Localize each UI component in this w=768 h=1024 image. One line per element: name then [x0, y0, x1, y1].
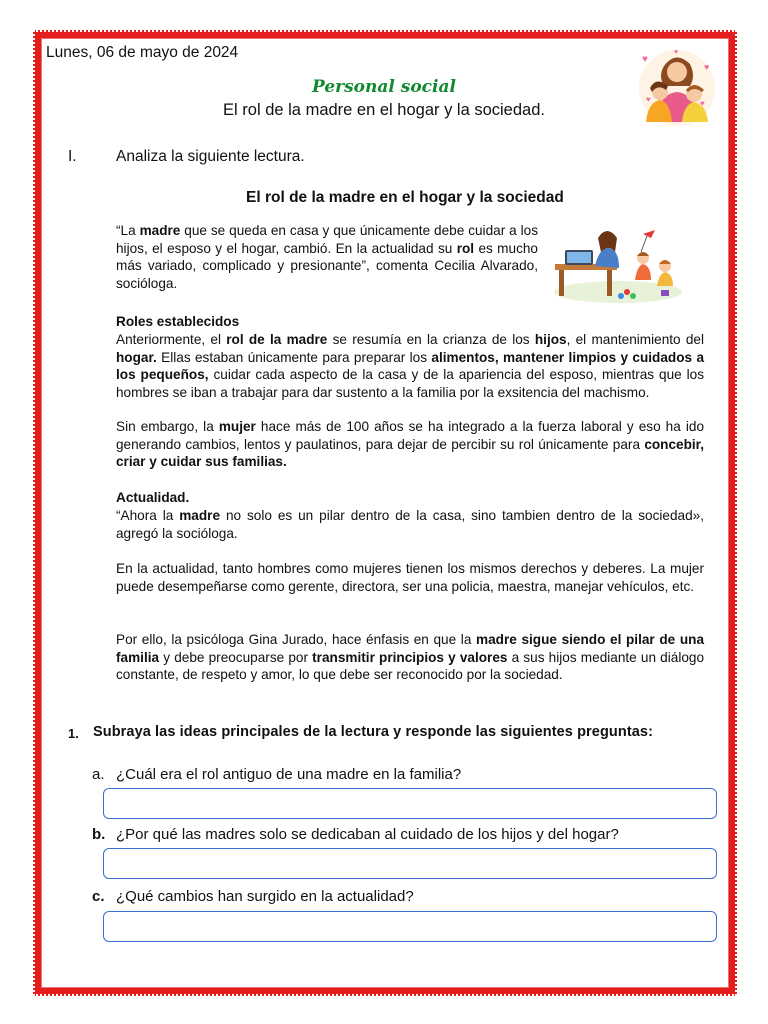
reading-title: El rol de la madre en el hogar y la sociedad [246, 189, 564, 206]
actual-paragraph-1: “Ahora la madre no solo es un pilar dentro de la casa, sino tambien dentro de la sociedad», agregó la socióloga. [116, 508, 705, 541]
questions-number: 1. [68, 726, 79, 741]
svg-text:♥: ♥ [642, 54, 648, 65]
answer-box-c[interactable] [103, 911, 717, 942]
reading-intro: “La madre que se queda en casa y que únicamente debe cuidar a los hijos, el esposo y el hogar, cambió. En la actualidad su rol es mucho más variado, complicado y presionante”, comenta Cecilia Alvarado, socióloga. [116, 223, 538, 291]
section-number: I. [68, 148, 77, 165]
answer-box-b[interactable] [103, 848, 717, 879]
svg-text:♥: ♥ [700, 99, 705, 108]
svg-text:♥: ♥ [646, 95, 651, 104]
subject-title: Personal social [312, 77, 456, 97]
section-instruction: Analiza la siguiente lectura. [116, 148, 305, 165]
svg-text:♥: ♥ [674, 49, 679, 56]
actual-paragraph-3: Por ello, la psicóloga Gina Jurado, hace énfasis en que la madre sigue siendo el pilar de una familia y debe preocuparse por transmitir principios y valores a sus hijos mediante un diálogo constante, de respeto y amor, lo que debe ser reconocido por la sociedad. [116, 632, 705, 682]
mother-working-with-kids-icon [551, 222, 685, 304]
question-b-text: ¿Por qué las madres solo se dedicaban al cuidado de los hijos y del hogar? [116, 826, 619, 843]
answer-box-a[interactable] [103, 788, 717, 819]
actual-paragraph-2: En la actualidad, tanto hombres como mujeres tienen los mismos derechos y deberes. La mujer puede desempeñarse como gerente, directora, ser una policia, maestra, manejar vehículos, etc. [116, 561, 704, 594]
roles-paragraph-2: Sin embargo, la mujer hace más de 100 años se ha integrado a la fuerza laboral y eso ha ido generando cambios, lentos y paulatinos, para dejar de percibir su rol únicamente para concebir, criar y cuidar sus familias. [116, 419, 704, 469]
questions-instruction: Subraya las ideas principales de la lectura y responde las siguientes preguntas: [93, 724, 654, 740]
question-b-letter: b. [92, 826, 106, 843]
question-a-letter: a. [92, 766, 105, 783]
question-c-letter: c. [92, 888, 105, 905]
question-c-text: ¿Qué cambios han surgido en la actualidad? [116, 888, 414, 905]
roles-paragraph-1: Anteriormente, el rol de la madre se resumía en la crianza de los hijos, el mantenimiento del hogar. Ellas estaban únicamente para preparar los alimentos, mantener limpios y cuidados a los pequeños, cuidar cada aspecto de la casa y de la apariencia del esposo, mientras que los hombres se iban a trabajar para dar sustento a la familia por la exsitencia del machismo. [116, 332, 705, 400]
question-a-text: ¿Cuál era el rol antiguo de una madre en la familia? [116, 766, 462, 783]
actual-heading: Actualidad. [116, 490, 190, 505]
svg-text:♥: ♥ [704, 62, 710, 72]
page-title: El rol de la madre en el hogar y la sociedad. [223, 101, 545, 119]
roles-heading: Roles establecidos [116, 314, 240, 329]
date: Lunes, 06 de mayo de 2024 [46, 44, 239, 61]
